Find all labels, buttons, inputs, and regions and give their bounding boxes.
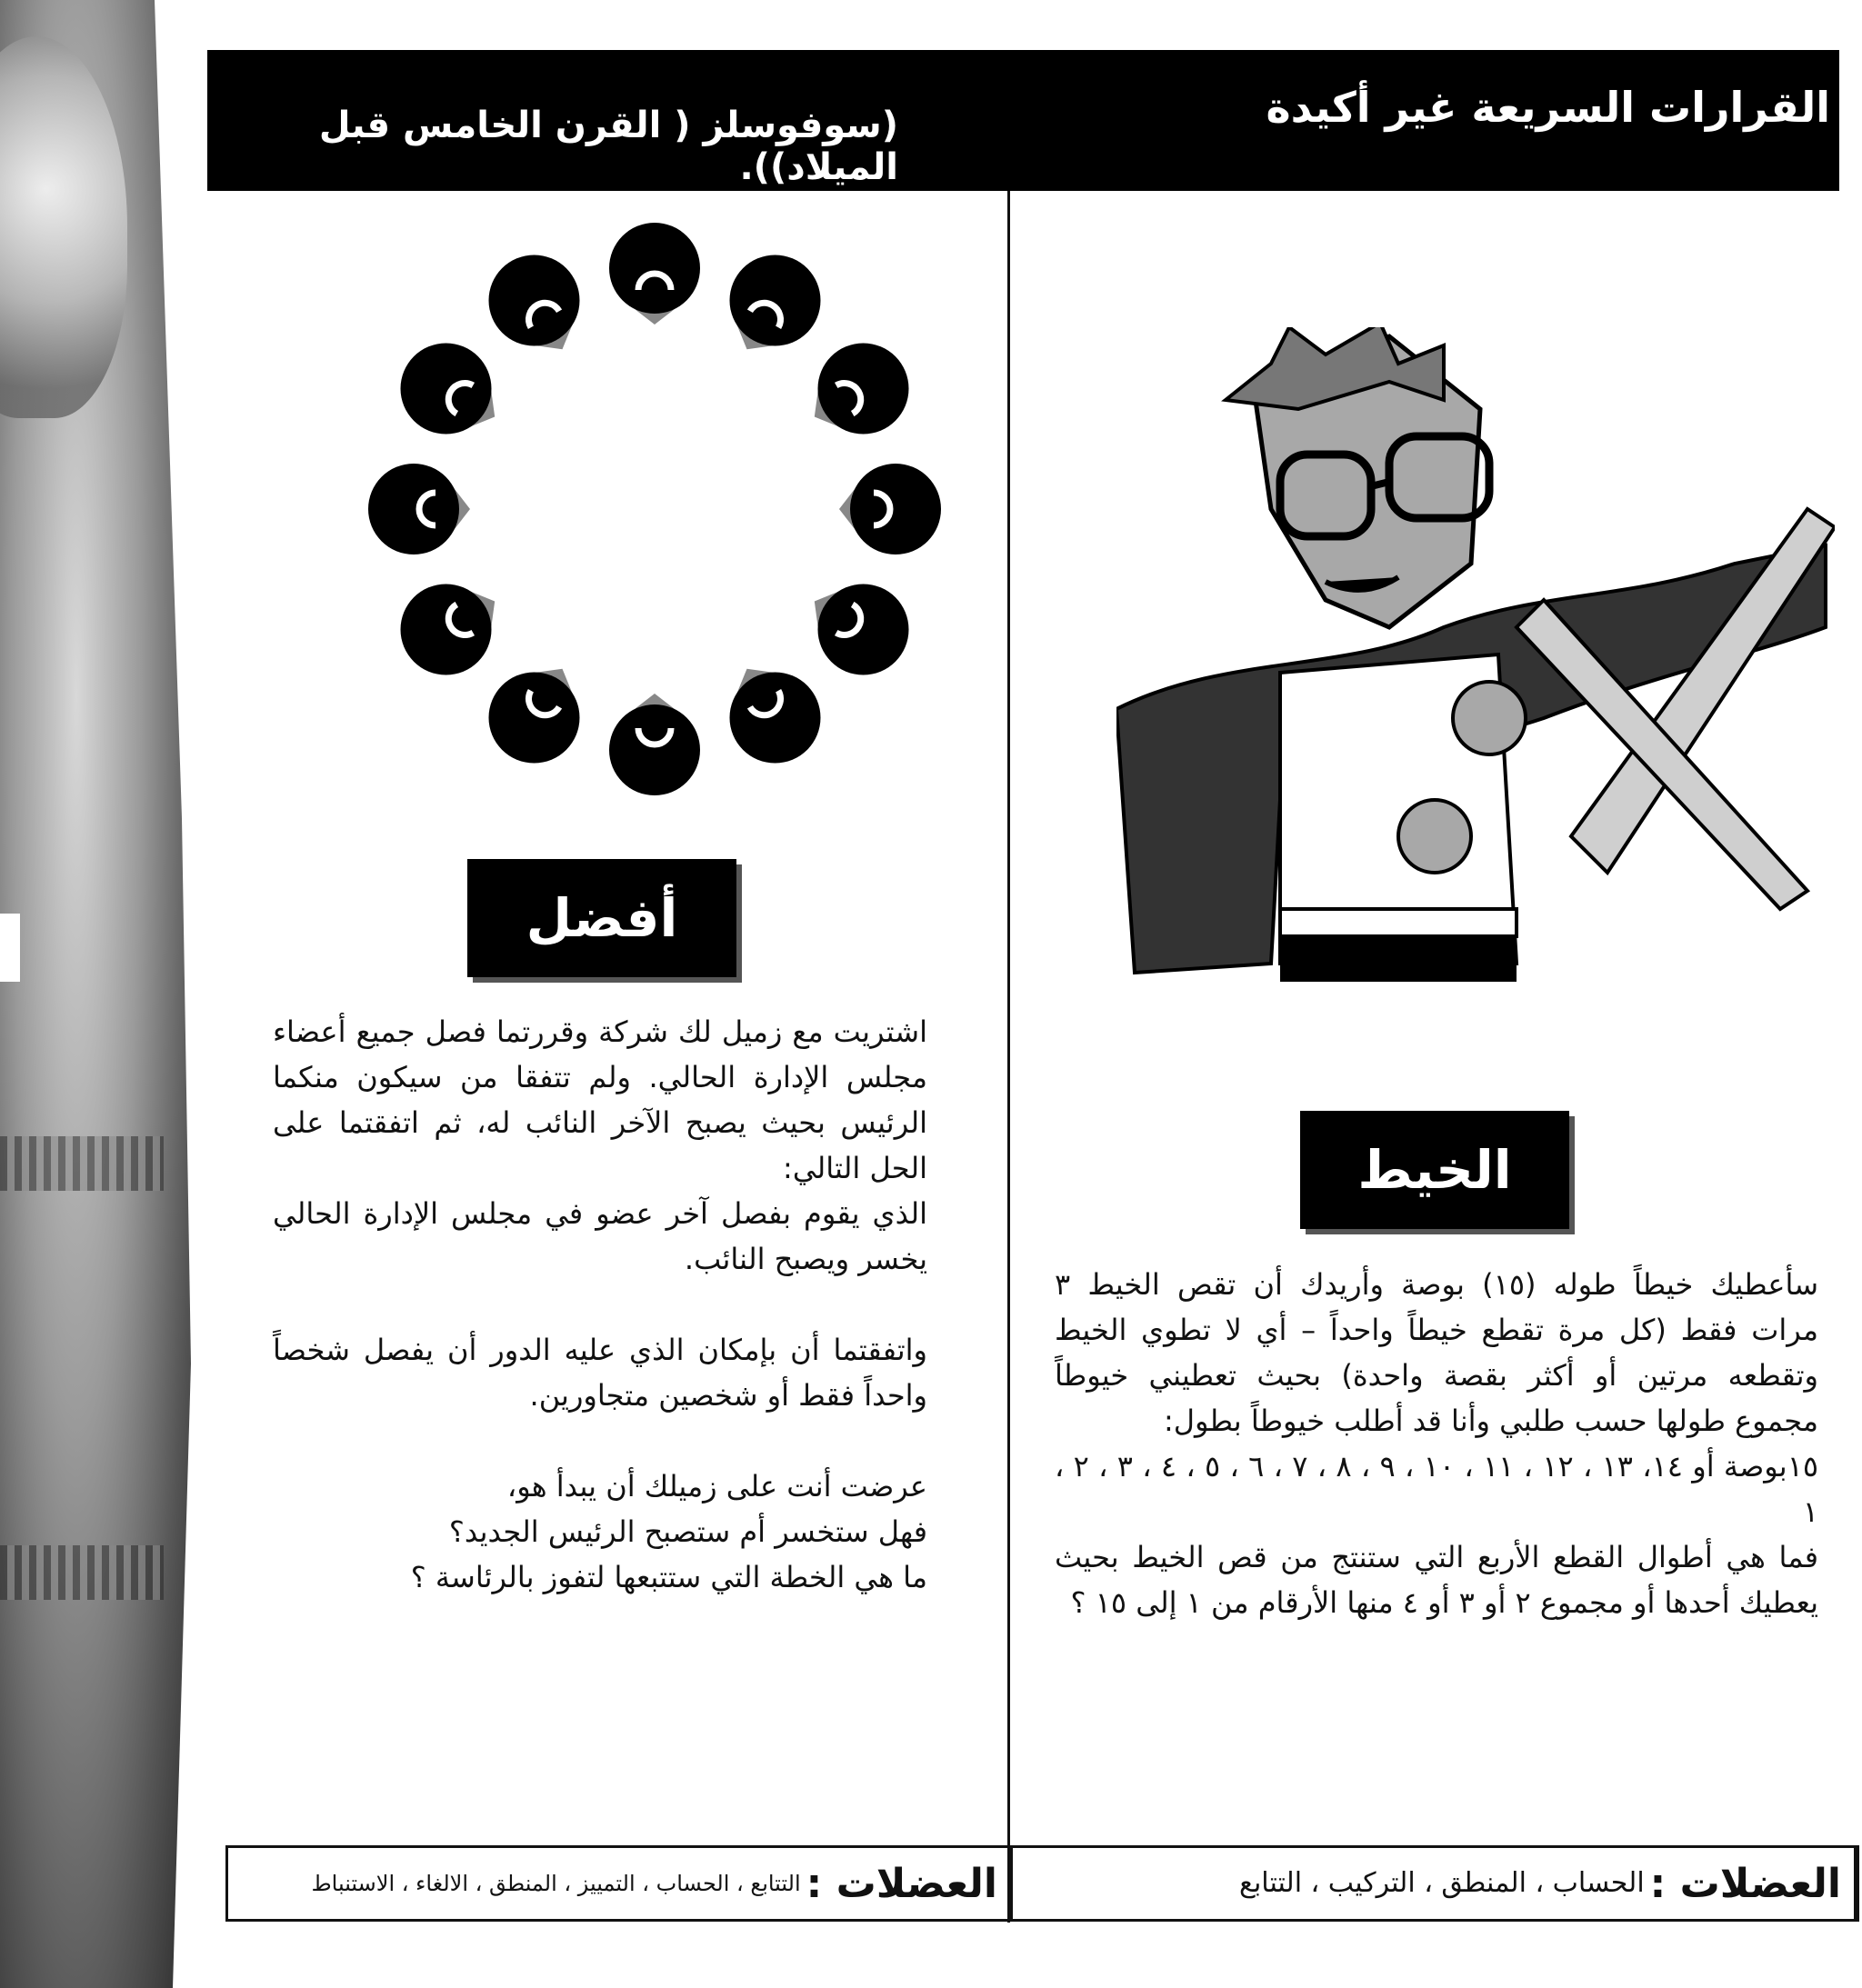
photo-notch [0,914,20,982]
paragraph: اشتريت مع زميل لك شركة وقررتما فصل جميع أعضاء مجلس الإدارة الحالي. ولم تتفقا من سيكون منكما الرئيس بحيث يصبح الآخر النائب له، ثم اتفقتما على الحل التالي: [273,1014,927,1185]
header-bar [207,50,1839,191]
paragraph: فهل ستخسر أم ستصبح الرئيس الجديد؟ [448,1514,927,1549]
paragraph: ١٥بوصة أو ١٤، ١٣ ، ١٢ ، ١١ ، ١٠ ، ٩ ، ٨ ، ٧ ، ٦ ، ٥ ، ٤ ، ٣ ، ٢ ، ١ [1055,1449,1819,1529]
header-quote [207,105,898,188]
photo-texture [0,1136,164,1191]
board-member-figure [815,344,909,435]
paragraph: ما هي الخطة التي ستتبعها لتفوز بالرئاسة ؟ [410,1560,927,1594]
page-title: القرارات السريعة غير أكيدة [1266,83,1830,132]
puzzle-label-khayt: الخيط [1300,1111,1569,1229]
column-divider [1007,191,1010,1923]
paragraph: واتفقتما أن بإمكان الذي عليه الدور أن يفصل شخصاً واحداً فقط أو شخصين متجاورين. [273,1333,927,1413]
board-member-figure [401,344,496,435]
right-footer [1010,1845,1859,1922]
board-member-figure [609,694,700,795]
footer-label: العضلات : [806,1860,997,1907]
scissors-man-illustration [1116,327,1835,982]
light-bulb-icon [0,36,127,418]
right-puzzle-text [1055,1262,1818,1625]
footer-skills: التتابع ، الحساب ، التمييز ، المنطق ، الالغاء ، الاستنباط [311,1871,801,1896]
board-member-figure [368,464,470,554]
footer-skills: الحساب ، المنطق ، التركيب ، التتابع [1238,1867,1645,1899]
board-circle-diagram [364,218,946,800]
board-member-figure [730,669,821,764]
board-member-figure [839,464,941,554]
left-footer [225,1845,1013,1922]
paragraph: فما هي أطوال القطع الأربع التي ستنتج من قص الخيط بحيث يعطيك أحدها أو مجموع ٢ أو ٣ أو ٤ منها الأرقام من ١ إلى ١٥ ؟ [1055,1540,1818,1620]
footer-label: العضلات : [1649,1860,1841,1907]
board-member-figure [609,223,700,325]
board-member-figure [401,584,496,675]
board-member-figure [489,669,580,764]
paragraph: سأعطيك خيطاً طوله (١٥) بوصة وأريدك أن تقص الخيط ٣ مرات فقط (كل مرة تقطع خيطاً واحداً – أي لا تطوي الخيط وتقطعه مرتين أو أكثر بقصة واحدة) بحيث تعطيني خيوطاً مجموع طولها حسب طلبي وأنا قد أطلب خيوطاً بطول: [1055,1267,1819,1438]
side-photo [0,0,191,1988]
header-quote-text: (سوفوسلز ( القرن الخامس قبل الميلاد)). [318,105,898,188]
paragraph: عرضت أنت على زميلك أن يبدأ هو، [506,1469,927,1503]
puzzle-label-afdal: أفضل [467,859,736,977]
photo-texture [0,1545,164,1600]
left-puzzle-text [273,1009,927,1600]
board-member-figure [815,584,909,675]
paragraph: الذي يقوم بفصل آخر عضو في مجلس الإدارة الحالي يخسر ويصبح النائب. [273,1196,927,1276]
board-member-figure [489,255,580,350]
board-member-figure [730,255,821,350]
